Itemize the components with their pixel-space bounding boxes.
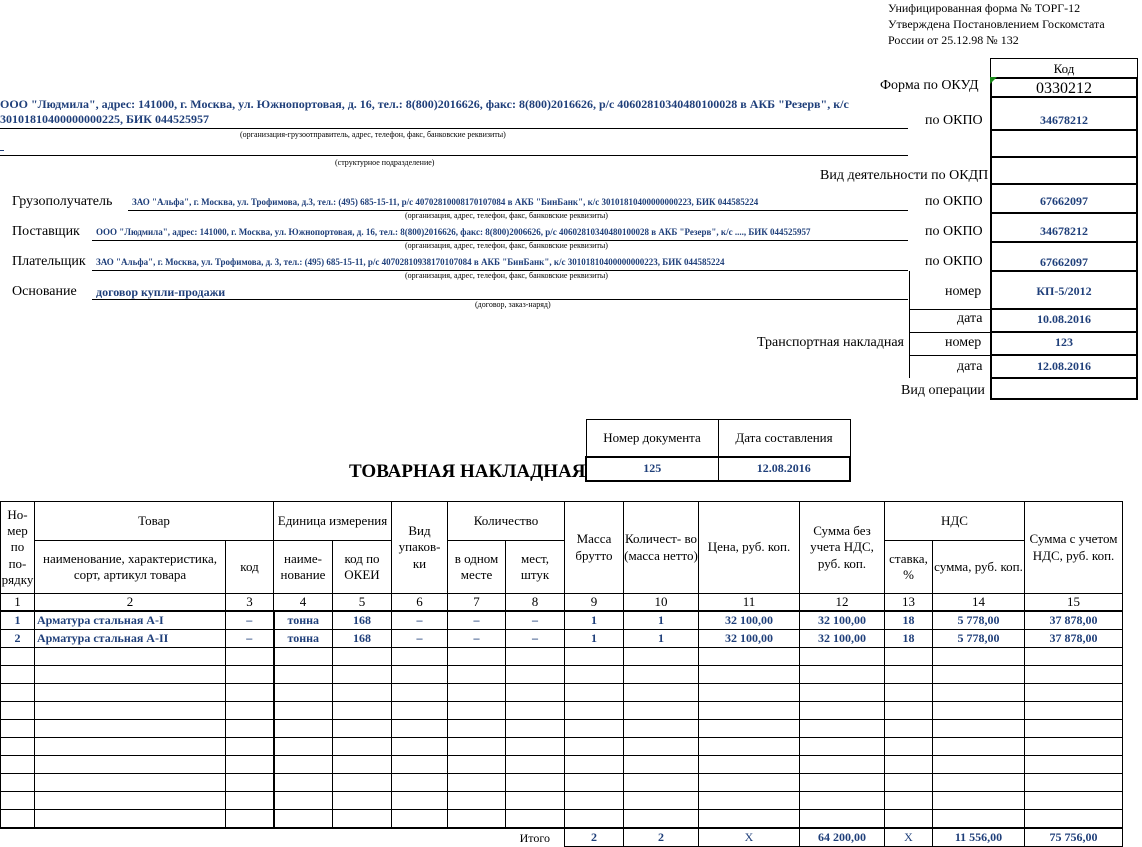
basis-date: 10.08.2016 (990, 309, 1138, 333)
empty-cell (565, 666, 624, 684)
cell-marker (990, 77, 997, 84)
empty-cell (35, 810, 226, 829)
empty-cell (800, 810, 885, 829)
empty-cell (1, 756, 35, 774)
empty-cell (333, 720, 392, 738)
th-num: Но- мер по по- рядку (1, 502, 35, 594)
empty-cell (624, 810, 699, 829)
empty-cell (933, 774, 1025, 792)
okdp-code (990, 157, 1138, 185)
col-num: 7 (448, 594, 506, 612)
th-unit-name: наиме- нование (274, 541, 333, 594)
shipper-line2: 30101810400000000225, БИК 044525957 (0, 112, 209, 126)
empty-cell (565, 738, 624, 756)
empty-cell (448, 648, 506, 666)
col-num: 2 (35, 594, 226, 612)
table-row (1, 666, 1123, 684)
okpo-label-consignee: по ОКПО (925, 194, 983, 209)
empty-cell (933, 810, 1025, 829)
empty-cell (35, 720, 226, 738)
empty-cell (699, 648, 800, 666)
cell-net: 1 (624, 611, 699, 630)
total-gross: 2 (565, 828, 624, 847)
total-label: Итого (506, 828, 565, 847)
form-header-line2: Утверждена Постановлением Госкомстата (888, 17, 1105, 31)
okpo-consignee: 67662097 (990, 184, 1138, 214)
empty-cell (800, 774, 885, 792)
empty-cell (800, 792, 885, 810)
goods-table (0, 501, 1123, 847)
empty-cell (226, 648, 274, 666)
cell-price: 32 100,00 (699, 611, 800, 630)
empty-cell (1025, 792, 1123, 810)
empty-cell (1, 720, 35, 738)
empty-cell (624, 684, 699, 702)
cell-pack: – (392, 611, 448, 630)
table-row (1, 702, 1123, 720)
th-goods-code: код (226, 541, 274, 594)
empty-cell (274, 738, 333, 756)
th-pack: Вид упаков- ки (392, 502, 448, 594)
okdp-label: Вид деятельности по ОКДП (820, 168, 989, 183)
cell-gross: 1 (565, 630, 624, 648)
shipper-line1: ООО "Людмила", адрес: 141000, г. Москва, ул. Южнопортовая, д. 16, тел.: 8(800)2016626, факс: 8(800)2016626, р/с 40602810340480100028 в АКБ "Резерв", к/с (0, 97, 849, 111)
empty-cell (885, 738, 933, 756)
okpo-label-payer: по ОКПО (925, 254, 983, 269)
sep (909, 332, 990, 333)
empty-cell (333, 648, 392, 666)
table-row (1, 611, 1123, 630)
empty-cell (35, 774, 226, 792)
cell-places: – (506, 611, 565, 630)
empty-cell (1025, 720, 1123, 738)
empty-cell (333, 792, 392, 810)
cell-total: 37 878,00 (1025, 630, 1123, 648)
empty-cell (565, 774, 624, 792)
okud-value: 0330212 (990, 77, 1138, 98)
col-num: 9 (565, 594, 624, 612)
empty-cell (933, 738, 1025, 756)
table-row (1, 810, 1123, 829)
okpo-supplier: 34678212 (990, 213, 1138, 243)
supplier-caption: (организация, адрес, телефон, факс, банковские реквизиты) (405, 241, 608, 250)
empty-cell (1025, 648, 1123, 666)
okud-label: Форма по ОКУД (880, 78, 979, 93)
empty-cell (624, 720, 699, 738)
empty-cell (392, 684, 448, 702)
empty-cell (885, 702, 933, 720)
empty-cell (624, 738, 699, 756)
supplier-label: Поставщик (12, 224, 80, 239)
empty-cell (448, 756, 506, 774)
okpo-payer: 67662097 (990, 242, 1138, 272)
empty-cell (565, 810, 624, 829)
empty-cell (226, 774, 274, 792)
empty-cell (800, 648, 885, 666)
kod-header: Код (990, 58, 1138, 78)
cell-n: 2 (1, 630, 35, 648)
empty-cell (35, 666, 226, 684)
empty-cell (1025, 684, 1123, 702)
cell-okei: 168 (333, 611, 392, 630)
empty-cell (933, 720, 1025, 738)
empty-cell (506, 792, 565, 810)
empty-cell (624, 792, 699, 810)
empty-cell (1, 702, 35, 720)
empty-cell (1025, 774, 1123, 792)
empty-cell (565, 684, 624, 702)
transport-date: 12.08.2016 (990, 355, 1138, 379)
col-num: 14 (933, 594, 1025, 612)
cell-okei: 168 (333, 630, 392, 648)
empty-cell (565, 756, 624, 774)
sep (909, 355, 990, 356)
form-header (888, 0, 1105, 48)
document-title: ТОВАРНАЯ НАКЛАДНАЯ (349, 461, 586, 482)
empty-cell (699, 738, 800, 756)
cell-rate: 18 (885, 630, 933, 648)
th-unit-okei: код по ОКЕИ (333, 541, 392, 594)
empty-cell (699, 684, 800, 702)
empty-cell (699, 810, 800, 829)
th-goods-name: наименование, характеристика, сорт, артикул товара (35, 541, 226, 594)
payer-value: ЗАО "Альфа", г. Москва, ул. Трофимова, д. 3, тел.: (495) 685-15-11, р/с 40702810938170107084 в АКБ "БинБанк", к/с 30101810400000000223, БИК 044585224 (96, 257, 725, 267)
empty-cell (885, 666, 933, 684)
empty-cell (35, 684, 226, 702)
empty-cell (35, 756, 226, 774)
empty-cell (448, 774, 506, 792)
empty-cell (506, 756, 565, 774)
empty-cell (565, 720, 624, 738)
cell-gross: 1 (565, 611, 624, 630)
th-goods: Товар (35, 502, 274, 541)
empty-cell (885, 774, 933, 792)
shipper-caption: (организация-грузоотправитель, адрес, телефон, факс, банковские реквизиты) (240, 130, 506, 139)
empty-cell (506, 666, 565, 684)
cell-n: 1 (1, 611, 35, 630)
col-num: 1 (1, 594, 35, 612)
empty-cell (226, 810, 274, 829)
empty-cell (1025, 666, 1123, 684)
transport-number: 123 (990, 332, 1138, 356)
empty-cell (1025, 702, 1123, 720)
document-number-table (585, 419, 851, 482)
empty-cell (333, 738, 392, 756)
division-marker (0, 150, 4, 151)
col-num: 11 (699, 594, 800, 612)
empty-cell (885, 648, 933, 666)
cell-vat: 5 778,00 (933, 611, 1025, 630)
total-net: 2 (624, 828, 699, 847)
empty-cell (506, 774, 565, 792)
empty-cell (800, 702, 885, 720)
cell-one: – (448, 630, 506, 648)
empty-cell (1, 738, 35, 756)
empty-cell (333, 810, 392, 829)
empty-cell (35, 738, 226, 756)
empty-cell (392, 756, 448, 774)
th-sum-novat: Сумма без учета НДС, руб. коп. (800, 502, 885, 594)
empty-cell (226, 792, 274, 810)
empty-cell (800, 684, 885, 702)
col-num: 5 (333, 594, 392, 612)
empty-cell (274, 666, 333, 684)
th-qty-places: мест, штук (506, 541, 565, 594)
empty-cell (933, 756, 1025, 774)
empty-cell (885, 792, 933, 810)
basis-number: КП-5/2012 (990, 271, 1138, 310)
okpo-label-supplier: по ОКПО (925, 224, 983, 239)
consignee-label: Грузополучатель (12, 194, 113, 209)
col-num: 13 (885, 594, 933, 612)
empty-cell (800, 756, 885, 774)
supplier-value: ООО "Людмила", адрес: 141000, г. Москва, ул. Южнопортовая, д. 16, тел.: 8(800)2016626, факс: 8(800)2006626, р/с 40602810340480100028 в АКБ "Резерв", к/с ...., БИК 044525957 (96, 227, 811, 237)
total-vat: 11 556,00 (933, 828, 1025, 847)
doc-number: 125 (586, 457, 718, 481)
basis-label: Основание (12, 284, 77, 299)
empty-cell (933, 702, 1025, 720)
empty-cell (1, 648, 35, 666)
total-price: Х (699, 828, 800, 847)
empty-cell (933, 648, 1025, 666)
form-header-line1: Унифицированная форма № ТОРГ-12 (888, 1, 1081, 15)
empty-cell (800, 666, 885, 684)
basis-number-label: номер (945, 284, 982, 299)
cell-code: – (226, 611, 274, 630)
empty-cell (35, 792, 226, 810)
table-row (1, 756, 1123, 774)
empty-cell (274, 720, 333, 738)
empty-cell (448, 720, 506, 738)
empty-cell (624, 702, 699, 720)
empty-cell (624, 666, 699, 684)
cell-unit: тонна (274, 611, 333, 630)
total-total: 75 756,00 (1025, 828, 1123, 847)
empty-cell (933, 684, 1025, 702)
cell-net: 1 (624, 630, 699, 648)
empty-cell (624, 756, 699, 774)
empty-cell (448, 684, 506, 702)
col-num: 4 (274, 594, 333, 612)
empty-cell (885, 720, 933, 738)
table-row (1, 792, 1123, 810)
cell-places: – (506, 630, 565, 648)
empty-cell (933, 792, 1025, 810)
col-num: 3 (226, 594, 274, 612)
empty-cell (885, 756, 933, 774)
basis-value: договор купли-продажи (96, 285, 226, 299)
th-sum-vat: Сумма с учетом НДС, руб. коп. (1025, 502, 1123, 594)
th-price: Цена, руб. коп. (699, 502, 800, 594)
consignee-caption: (организация, адрес, телефон, факс, банковские реквизиты) (405, 211, 608, 220)
payer-label: Плательщик (12, 254, 86, 269)
doc-number-label: Номер документа (586, 420, 718, 458)
basis-caption: (договор, заказ-наряд) (475, 300, 551, 309)
empty-cell (333, 666, 392, 684)
okpo-label-shipper: по ОКПО (925, 113, 983, 128)
th-unit: Единица измерения (274, 502, 392, 541)
table-row (1, 684, 1123, 702)
cell-total: 37 878,00 (1025, 611, 1123, 630)
empty-cell (274, 684, 333, 702)
th-qty-one: в одном месте (448, 541, 506, 594)
empty-cell (699, 666, 800, 684)
cell-one: – (448, 611, 506, 630)
empty-cell (624, 648, 699, 666)
empty-cell (506, 720, 565, 738)
cell-name: Арматура стальная А-II (35, 630, 226, 648)
sep (909, 309, 990, 310)
transport-number-label: номер (945, 335, 982, 350)
empty-cell (699, 720, 800, 738)
empty-cell (699, 702, 800, 720)
empty-cell (392, 666, 448, 684)
operation-label: Вид операции (901, 383, 985, 398)
payer-caption: (организация, адрес, телефон, факс, банковские реквизиты) (405, 271, 608, 280)
empty-cell (699, 774, 800, 792)
shipper-underline (0, 128, 908, 129)
col-num: 12 (800, 594, 885, 612)
empty-cell (448, 810, 506, 829)
empty-cell (448, 792, 506, 810)
cell-sum: 32 100,00 (800, 630, 885, 648)
empty-cell (392, 720, 448, 738)
empty-cell (506, 702, 565, 720)
empty-cell (226, 702, 274, 720)
doc-date: 12.08.2016 (718, 457, 850, 481)
empty-cell (333, 756, 392, 774)
empty-cell (800, 738, 885, 756)
table-row (1, 738, 1123, 756)
empty-cell (565, 702, 624, 720)
empty-cell (699, 756, 800, 774)
transport-date-label: дата (957, 359, 983, 374)
cell-name: Арматура стальная А-I (35, 611, 226, 630)
empty-cell (35, 702, 226, 720)
empty-cell (885, 810, 933, 829)
empty-cell (35, 648, 226, 666)
empty-cell (392, 648, 448, 666)
col-num: 8 (506, 594, 565, 612)
table-row (1, 720, 1123, 738)
empty-cell (565, 792, 624, 810)
empty-cell (1025, 756, 1123, 774)
consignee-value: ЗАО "Альфа", г. Москва, ул. Трофимова, д.3, тел.: (495) 685-15-11, р/с 40702810008170107084 в АКБ "БинБанк", к/с 30101810400000000223, БИК 044585224 (132, 197, 759, 207)
division-code (990, 130, 1138, 158)
cell-rate: 18 (885, 611, 933, 630)
empty-cell (624, 774, 699, 792)
empty-cell (1025, 738, 1123, 756)
empty-cell (274, 756, 333, 774)
cell-unit: тонна (274, 630, 333, 648)
empty-cell (274, 702, 333, 720)
shipper-value (0, 97, 880, 127)
empty-cell (448, 702, 506, 720)
empty-cell (933, 666, 1025, 684)
th-qty: Количество (448, 502, 565, 541)
table-row (1, 648, 1123, 666)
transport-label: Транспортная накладная (757, 335, 904, 350)
table-row (1, 774, 1123, 792)
empty-cell (506, 684, 565, 702)
col-num: 6 (392, 594, 448, 612)
empty-cell (333, 774, 392, 792)
col-num: 15 (1025, 594, 1123, 612)
empty-cell (274, 810, 333, 829)
form-header-line3: России от 25.12.98 № 132 (888, 33, 1019, 47)
empty-cell (699, 792, 800, 810)
okpo-shipper: 34678212 (990, 97, 1138, 131)
empty-cell (506, 648, 565, 666)
empty-cell (448, 666, 506, 684)
empty-cell (274, 774, 333, 792)
doc-date-label: Дата составления (718, 420, 850, 458)
empty-cell (333, 702, 392, 720)
empty-cell (1025, 810, 1123, 829)
empty-cell (1, 774, 35, 792)
empty-cell (506, 738, 565, 756)
empty-cell (392, 810, 448, 829)
empty-cell (506, 810, 565, 829)
empty-cell (392, 774, 448, 792)
th-vat-rate: ставка, % (885, 541, 933, 594)
total-rate: Х (885, 828, 933, 847)
empty-cell (565, 648, 624, 666)
division-caption: (структурное подразделение) (335, 158, 435, 167)
empty-cell (226, 684, 274, 702)
cell-vat: 5 778,00 (933, 630, 1025, 648)
th-vat: НДС (885, 502, 1025, 541)
empty-cell (226, 756, 274, 774)
empty-cell (226, 738, 274, 756)
th-vat-sum: сумма, руб. коп. (933, 541, 1025, 594)
col-num: 10 (624, 594, 699, 612)
cell-code: – (226, 630, 274, 648)
empty-cell (885, 684, 933, 702)
operation-code (990, 378, 1138, 400)
total-row (1, 828, 1123, 847)
empty-cell (392, 792, 448, 810)
empty-cell (274, 648, 333, 666)
total-sum: 64 200,00 (800, 828, 885, 847)
empty-cell (1, 810, 35, 829)
empty-cell (274, 792, 333, 810)
empty-cell (1, 666, 35, 684)
empty-cell (1, 792, 35, 810)
cell-pack: – (392, 630, 448, 648)
basis-date-label: дата (957, 311, 983, 326)
empty-cell (800, 720, 885, 738)
empty-cell (226, 666, 274, 684)
empty-cell (448, 738, 506, 756)
empty-cell (226, 720, 274, 738)
table-row (1, 630, 1123, 648)
empty-cell (333, 684, 392, 702)
th-gross: Масса брутто (565, 502, 624, 594)
empty-cell (1, 684, 35, 702)
empty-cell (392, 738, 448, 756)
empty-cell (392, 702, 448, 720)
division-underline (0, 155, 908, 156)
cell-price: 32 100,00 (699, 630, 800, 648)
cell-sum: 32 100,00 (800, 611, 885, 630)
th-net: Количест- во (масса нетто) (624, 502, 699, 594)
